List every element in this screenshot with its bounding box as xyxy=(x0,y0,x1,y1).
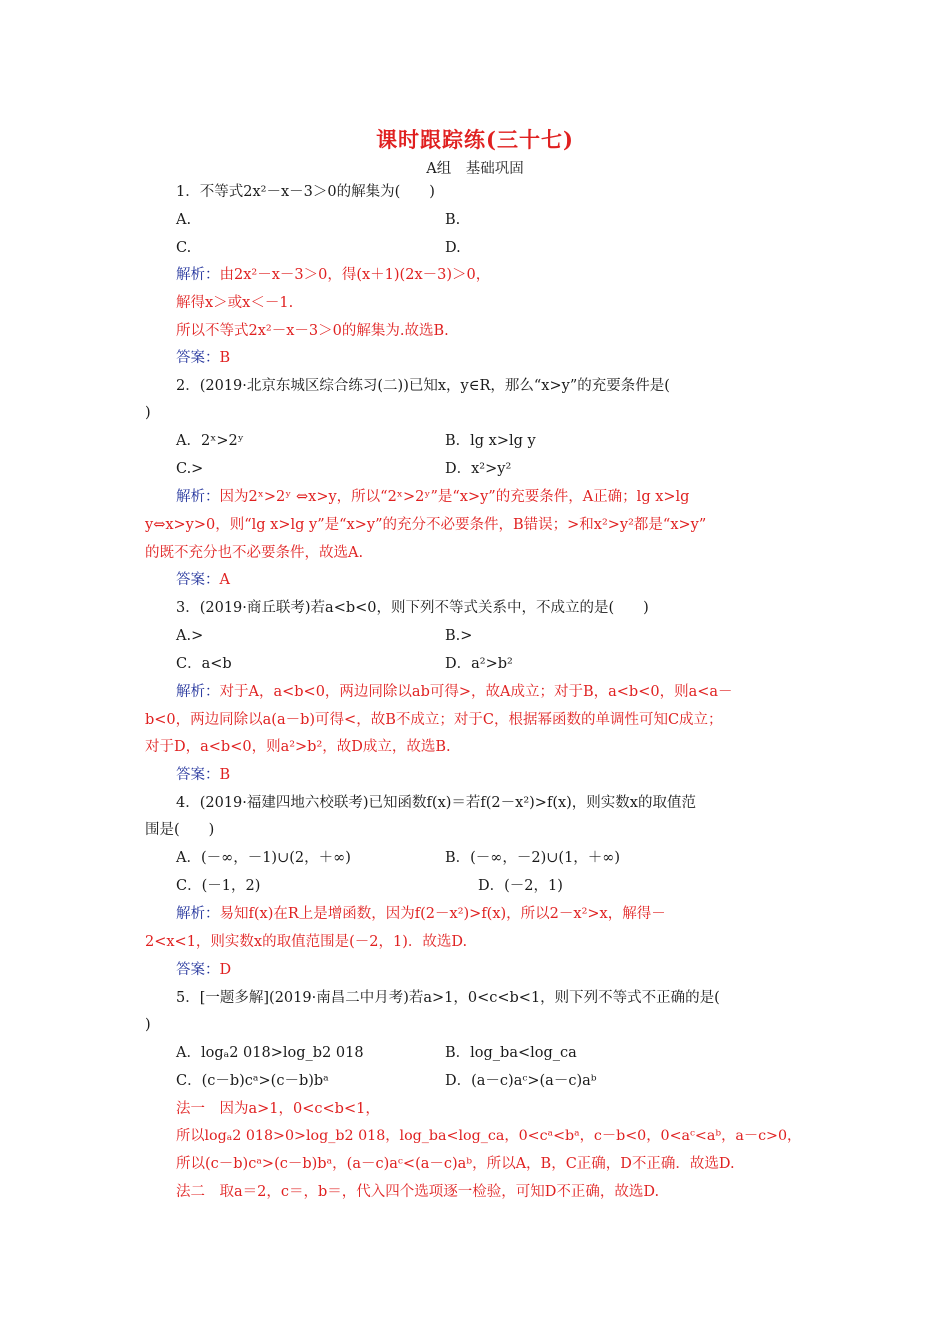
question-4-option-c: C．(－1，2) xyxy=(176,878,261,894)
answer-label: 答案： xyxy=(176,767,220,783)
question-4-stem-continued: 围是( ) xyxy=(145,822,215,838)
question-2-solution-line-2: y⇔x>y>0，则“lg x>lg y”是“x>y”的充分不必要条件，B错误；>和x²>y²都是“x>y” xyxy=(145,517,707,533)
question-2-option-c: C.> xyxy=(176,461,204,477)
question-5-solution-line-2: 所以logₐ2 018>0>log_b2 018，log_ba<log_ca，0<cᵃ<bᵃ，c－b<0，0<aᶜ<aᵇ，a－c>0， xyxy=(176,1128,802,1144)
question-2-solution-line-1: 解析：因为2ˣ>2ʸ ⇔x>y，所以“2ˣ>2ʸ”是“x>y”的充要条件，A正确；lg x>lg xyxy=(176,489,690,505)
question-5-option-d: D．(a－c)aᶜ>(a－c)aᵇ xyxy=(445,1073,597,1089)
solution-label: 解析： xyxy=(176,906,220,922)
question-2-answer: 答案：A xyxy=(176,572,230,588)
question-1-solution-line-1: 解析：由2x²－x－3＞0，得(x＋1)(2x－3)＞0， xyxy=(176,267,491,283)
question-5-solution-line-1: 法一 因为a>1，0<c<b<1， xyxy=(176,1101,380,1117)
question-4-option-d: D．(－2，1) xyxy=(478,878,563,894)
solution-label: 解析： xyxy=(176,489,220,505)
question-1-stem: 1．不等式2x²－x－3＞0的解集为( ) xyxy=(176,184,435,200)
question-2-stem: 2．(2019·北京东城区综合练习(二))已知x，y∈R，那么“x>y”的充要条件是( xyxy=(176,378,670,394)
question-3-solution-line-3: 对于D，a<b<0，则a²>b²，故D成立，故选B. xyxy=(145,739,451,755)
question-4-stem: 4．(2019·福建四地六校联考)已知函数f(x)＝若f(2－x²)>f(x)，则实数x的取值范 xyxy=(176,795,696,811)
question-5-stem-continued: ) xyxy=(145,1017,151,1033)
answer-label: 答案： xyxy=(176,572,220,588)
question-4-option-b: B．(－∞，－2)∪(1，＋∞) xyxy=(445,850,621,866)
question-4-answer: 答案：D xyxy=(176,962,232,978)
question-5-option-a: A．logₐ2 018>log_b2 018 xyxy=(176,1045,364,1061)
question-3-option-d: D．a²>b² xyxy=(445,656,513,672)
question-3-stem: 3．(2019·商丘联考)若a<b<0，则下列不等式关系中，不成立的是( ) xyxy=(176,600,649,616)
question-3-option-a: A.> xyxy=(176,628,204,644)
question-4-option-a: A．(－∞，－1)∪(2，＋∞) xyxy=(176,850,351,866)
question-2-solution-line-3: 的既不充分也不必要条件，故选A. xyxy=(145,545,364,561)
question-1-option-b: B. xyxy=(445,212,461,228)
question-1-option-a: A. xyxy=(176,212,192,228)
question-4-solution-line-2: 2<x<1，则实数x的取值范围是(－2，1)．故选D. xyxy=(145,934,468,950)
question-5-option-b: B．log_ba<log_ca xyxy=(445,1045,577,1061)
section-subtitle: A组 基础巩固 xyxy=(426,161,524,177)
question-1-answer: 答案：B xyxy=(176,350,231,366)
question-1-option-d: D. xyxy=(445,240,461,256)
question-5-stem: 5．[一题多解](2019·南昌二中月考)若a>1，0<c<b<1，则下列不等式不正确的是( xyxy=(176,990,720,1006)
solution-label: 解析： xyxy=(176,267,220,283)
question-3-solution-line-1: 解析：对于A，a<b<0，两边同除以ab可得>，故A成立；对于B，a<b<0，则a<a－ xyxy=(176,684,733,700)
question-1-option-c: C. xyxy=(176,240,192,256)
page-title: 课时跟踪练(三十七) xyxy=(376,127,574,152)
solution-label: 解析： xyxy=(176,684,220,700)
question-2-option-a: A．2ˣ>2ʸ xyxy=(176,433,244,449)
question-4-solution-line-1: 解析：易知f(x)在R上是增函数，因为f(2－x²)>f(x)，所以2－x²>x，解得－ xyxy=(176,906,666,922)
question-5-option-c: C．(c－b)cᵃ>(c－b)bᵃ xyxy=(176,1073,329,1089)
question-3-solution-line-2: b<0，两边同除以a(a－b)可得<，故B不成立；对于C，根据幂函数的单调性可知C成立； xyxy=(145,712,723,728)
question-2-option-b: B．lg x>lg y xyxy=(445,433,536,449)
question-1-solution-line-2: 解得x＞或x＜－1. xyxy=(176,295,294,311)
question-3-option-b: B.> xyxy=(445,628,473,644)
question-3-option-c: C．a<b xyxy=(176,656,232,672)
question-1-solution-line-3: 所以不等式2x²－x－3＞0的解集为.故选B. xyxy=(176,323,449,339)
question-2-option-d: D．x²>y² xyxy=(445,461,512,477)
answer-label: 答案： xyxy=(176,350,220,366)
answer-label: 答案： xyxy=(176,962,220,978)
question-3-answer: 答案：B xyxy=(176,767,231,783)
question-5-solution-line-3: 所以(c－b)cᵃ>(c－b)bᵃ，(a－c)aᶜ<(a－c)aᵇ，所以A，B，C正确，D不正确．故选D. xyxy=(176,1156,735,1172)
question-5-solution-line-4: 法二 取a＝2，c＝，b＝，代入四个选项逐一检验，可知D不正确，故选D. xyxy=(176,1184,660,1200)
question-2-stem-continued: ) xyxy=(145,405,151,421)
